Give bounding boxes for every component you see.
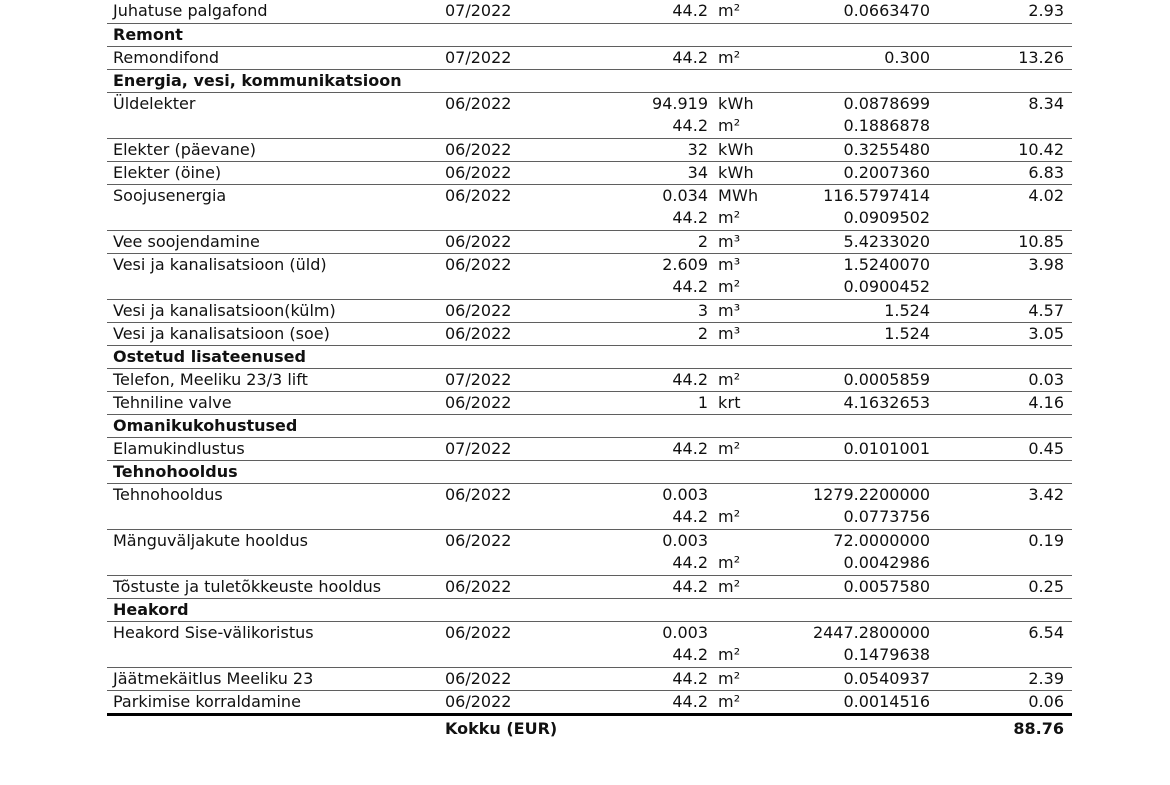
- period-cell: [439, 599, 605, 621]
- quantity-cell: 2.609: [662, 255, 708, 274]
- period-cell: [439, 276, 605, 299]
- rate-cell: 0.0042986: [843, 553, 930, 572]
- rate-cell: [800, 70, 930, 92]
- rate-cell: [800, 24, 930, 46]
- item-name-cell: Omanikukohustused: [113, 416, 298, 435]
- period-cell: 06/2022: [445, 232, 512, 251]
- unit-cell: [708, 415, 800, 437]
- unit-cell: m²: [718, 48, 741, 67]
- amount-cell: 0.03: [1028, 370, 1064, 389]
- period-cell: 06/2022: [445, 669, 512, 688]
- table-row: [107, 92, 1072, 115]
- rate-cell: 0.2007360: [843, 163, 930, 182]
- amount-cell: [930, 207, 1072, 230]
- unit-cell: m²: [718, 553, 741, 572]
- section-header-row: [107, 23, 1072, 46]
- period-cell: 07/2022: [445, 439, 512, 458]
- quantity-cell: 94.919: [652, 94, 708, 113]
- amount-cell: [930, 599, 1072, 621]
- table-row: [107, 483, 1072, 506]
- quantity-cell: 44.2: [672, 439, 708, 458]
- table-row: [107, 368, 1072, 391]
- period-cell: [439, 461, 605, 483]
- section-header-row: [107, 460, 1072, 483]
- amount-cell: 8.34: [1028, 94, 1064, 113]
- section-header-row: [107, 598, 1072, 621]
- period-cell: [439, 644, 605, 667]
- amount-cell: [930, 346, 1072, 368]
- amount-cell: 2.93: [1028, 1, 1064, 20]
- rate-cell: 0.0057580: [843, 577, 930, 596]
- quantity-cell: 44.2: [672, 577, 708, 596]
- quantity-cell: 1: [697, 393, 708, 412]
- unit-cell: [708, 530, 800, 552]
- rate-cell: 0.300: [884, 48, 930, 67]
- table-row: [107, 230, 1072, 253]
- quantity-cell: 32: [687, 140, 708, 159]
- amount-cell: 3.98: [1028, 255, 1064, 274]
- rate-cell: 0.0773756: [843, 507, 930, 526]
- quantity-cell: 44.2: [672, 208, 708, 227]
- quantity-cell: 44.2: [672, 116, 708, 135]
- quantity-cell: [605, 346, 708, 368]
- item-name-cell: Soojusenergia: [113, 186, 227, 205]
- unit-cell: m²: [718, 507, 741, 526]
- period-cell: [439, 70, 605, 92]
- quantity-cell: 44.2: [672, 370, 708, 389]
- period-cell: 06/2022: [445, 623, 512, 642]
- amount-cell: [930, 115, 1072, 138]
- period-cell: [439, 115, 605, 138]
- unit-cell: [708, 461, 800, 483]
- rate-cell: 1279.2200000: [812, 485, 930, 504]
- rate-cell: 0.3255480: [843, 140, 930, 159]
- charges-table-body: [107, 0, 1072, 713]
- item-name-cell: Üldelekter: [113, 94, 196, 113]
- item-name-cell: Parkimise korraldamine: [113, 692, 301, 711]
- period-cell: 06/2022: [445, 393, 512, 412]
- period-cell: 06/2022: [445, 163, 512, 182]
- period-cell: 06/2022: [445, 255, 512, 274]
- rate-cell: 2447.2800000: [812, 623, 930, 642]
- amount-cell: [930, 506, 1072, 529]
- rate-cell: 1.5240070: [843, 255, 930, 274]
- charges-table: [107, 0, 1072, 740]
- item-name-cell: Tõstuste ja tuletõkkeuste hooldus: [113, 577, 382, 596]
- total-row: [107, 713, 1072, 740]
- unit-cell: [708, 599, 800, 621]
- rate-cell: 72.0000000: [833, 531, 930, 550]
- table-row: [107, 138, 1072, 161]
- item-name-cell: Vesi ja kanalisatsioon(külm): [113, 301, 336, 320]
- unit-cell: kWh: [718, 94, 754, 113]
- quantity-cell: [605, 415, 708, 437]
- rate-cell: [800, 599, 930, 621]
- item-name-cell: Vesi ja kanalisatsioon (üld): [113, 255, 327, 274]
- continuation-row: [107, 644, 1072, 667]
- period-cell: 06/2022: [445, 577, 512, 596]
- item-name-cell: Vee soojendamine: [113, 232, 260, 251]
- period-cell: [439, 346, 605, 368]
- quantity-cell: [605, 70, 708, 92]
- item-name-cell: Energia, vesi, kommunikatsioon: [113, 71, 402, 90]
- item-name-cell: Vesi ja kanalisatsioon (soe): [113, 324, 330, 343]
- rate-cell: 5.4233020: [843, 232, 930, 251]
- quantity-cell: 0.003: [662, 531, 708, 550]
- period-cell: 06/2022: [445, 140, 512, 159]
- quantity-cell: 44.2: [672, 669, 708, 688]
- section-header-row: [107, 414, 1072, 437]
- unit-cell: [708, 70, 800, 92]
- unit-cell: [708, 24, 800, 46]
- rate-cell: 0.0878699: [843, 94, 930, 113]
- period-cell: 07/2022: [445, 370, 512, 389]
- period-cell: 06/2022: [445, 94, 512, 113]
- period-cell: 07/2022: [445, 48, 512, 67]
- quantity-cell: 44.2: [672, 277, 708, 296]
- unit-cell: m²: [718, 692, 741, 711]
- table-row: [107, 667, 1072, 690]
- table-row: [107, 690, 1072, 713]
- rate-cell: [800, 346, 930, 368]
- amount-cell: [930, 461, 1072, 483]
- unit-cell: m³: [718, 324, 741, 343]
- item-name-cell: Tehnohooldus: [113, 485, 223, 504]
- item-name-cell: [107, 644, 439, 667]
- item-name-cell: Remont: [113, 25, 183, 44]
- amount-cell: 3.42: [1028, 485, 1064, 504]
- amount-cell: 0.45: [1028, 439, 1064, 458]
- rate-cell: 4.1632653: [843, 393, 930, 412]
- item-name-cell: [107, 506, 439, 529]
- period-cell: 06/2022: [445, 324, 512, 343]
- table-row: [107, 529, 1072, 552]
- item-name-cell: Elekter (öine): [113, 163, 222, 182]
- quantity-cell: 44.2: [672, 692, 708, 711]
- amount-cell: 10.85: [1018, 232, 1064, 251]
- unit-cell: m²: [718, 1, 741, 20]
- amount-cell: 2.39: [1028, 669, 1064, 688]
- section-header-row: [107, 345, 1072, 368]
- amount-cell: 4.16: [1028, 393, 1064, 412]
- period-cell: 07/2022: [445, 1, 512, 20]
- item-name-cell: Remondifond: [113, 48, 220, 67]
- unit-cell: m²: [718, 439, 741, 458]
- unit-cell: m²: [718, 370, 741, 389]
- unit-cell: m²: [718, 669, 741, 688]
- period-cell: 06/2022: [445, 485, 512, 504]
- amount-cell: [930, 415, 1072, 437]
- period-cell: 06/2022: [445, 301, 512, 320]
- amount-cell: [930, 644, 1072, 667]
- period-cell: 06/2022: [445, 186, 512, 205]
- quantity-cell: 44.2: [672, 1, 708, 20]
- item-name-cell: [107, 276, 439, 299]
- rate-cell: 0.0909502: [843, 208, 930, 227]
- total-spacer: [107, 716, 439, 740]
- table-row: [107, 161, 1072, 184]
- rate-cell: 0.0540937: [843, 669, 930, 688]
- total-label: Kokku (EUR): [445, 719, 558, 738]
- period-cell: [439, 552, 605, 575]
- unit-cell: [708, 484, 800, 506]
- continuation-row: [107, 506, 1072, 529]
- quantity-cell: 44.2: [672, 507, 708, 526]
- total-amount: 88.76: [1013, 719, 1064, 738]
- amount-cell: 10.42: [1018, 140, 1064, 159]
- item-name-cell: Mänguväljakute hooldus: [113, 531, 308, 550]
- table-row: [107, 299, 1072, 322]
- continuation-row: [107, 276, 1072, 299]
- quantity-cell: 44.2: [672, 553, 708, 572]
- rate-cell: 116.5797414: [823, 186, 930, 205]
- unit-cell: krt: [718, 393, 741, 412]
- unit-cell: m²: [718, 645, 741, 664]
- period-cell: [439, 24, 605, 46]
- quantity-cell: 3: [697, 301, 708, 320]
- rate-cell: 0.1886878: [843, 116, 930, 135]
- unit-cell: [708, 346, 800, 368]
- amount-cell: 6.54: [1028, 623, 1064, 642]
- table-row: [107, 0, 1072, 23]
- amount-cell: 0.19: [1028, 531, 1064, 550]
- period-cell: 06/2022: [445, 692, 512, 711]
- quantity-cell: [605, 24, 708, 46]
- unit-cell: [708, 622, 800, 644]
- table-row: [107, 391, 1072, 414]
- item-name-cell: [107, 552, 439, 575]
- unit-cell: MWh: [718, 186, 759, 205]
- item-name-cell: Ostetud lisateenused: [113, 347, 306, 366]
- amount-cell: [930, 24, 1072, 46]
- rate-cell: [800, 415, 930, 437]
- quantity-cell: 44.2: [672, 48, 708, 67]
- amount-cell: 6.83: [1028, 163, 1064, 182]
- period-cell: [439, 506, 605, 529]
- item-name-cell: Tehniline valve: [113, 393, 232, 412]
- unit-cell: m²: [718, 208, 741, 227]
- quantity-cell: 0.003: [662, 485, 708, 504]
- table-row: [107, 322, 1072, 345]
- period-cell: [439, 415, 605, 437]
- table-row: [107, 621, 1072, 644]
- amount-cell: 4.02: [1028, 186, 1064, 205]
- item-name-cell: Telefon, Meeliku 23/3 lift: [113, 370, 308, 389]
- rate-cell: 0.0014516: [843, 692, 930, 711]
- continuation-row: [107, 207, 1072, 230]
- rate-cell: 0.0900452: [843, 277, 930, 296]
- item-name-cell: Tehnohooldus: [113, 462, 238, 481]
- continuation-row: [107, 115, 1072, 138]
- rate-cell: 0.1479638: [843, 645, 930, 664]
- unit-cell: kWh: [718, 163, 754, 182]
- item-name-cell: Heakord: [113, 600, 189, 619]
- item-name-cell: Heakord Sise-välikoristus: [113, 623, 314, 642]
- rate-cell: 0.0663470: [843, 1, 930, 20]
- amount-cell: 4.57: [1028, 301, 1064, 320]
- quantity-cell: 2: [697, 324, 708, 343]
- unit-cell: m³: [718, 232, 741, 251]
- unit-cell: kWh: [718, 140, 754, 159]
- amount-cell: [930, 552, 1072, 575]
- table-row: [107, 437, 1072, 460]
- period-cell: [439, 207, 605, 230]
- item-name-cell: Jäätmekäitlus Meeliku 23: [113, 669, 314, 688]
- amount-cell: 3.05: [1028, 324, 1064, 343]
- item-name-cell: [107, 207, 439, 230]
- unit-cell: m²: [718, 577, 741, 596]
- item-name-cell: Elamukindlustus: [113, 439, 245, 458]
- quantity-cell: 34: [687, 163, 708, 182]
- rate-cell: 1.524: [884, 301, 930, 320]
- amount-cell: 13.26: [1018, 48, 1064, 67]
- quantity-cell: 2: [697, 232, 708, 251]
- table-row: [107, 184, 1072, 207]
- item-name-cell: [107, 115, 439, 138]
- quantity-cell: [605, 461, 708, 483]
- amount-cell: [930, 276, 1072, 299]
- unit-cell: m³: [718, 301, 741, 320]
- section-header-row: [107, 69, 1072, 92]
- item-name-cell: Elekter (päevane): [113, 140, 256, 159]
- amount-cell: 0.25: [1028, 577, 1064, 596]
- amount-cell: 0.06: [1028, 692, 1064, 711]
- amount-cell: [930, 70, 1072, 92]
- continuation-row: [107, 552, 1072, 575]
- unit-cell: m²: [718, 277, 741, 296]
- quantity-cell: 44.2: [672, 645, 708, 664]
- period-cell: 06/2022: [445, 531, 512, 550]
- quantity-cell: [605, 599, 708, 621]
- table-row: [107, 575, 1072, 598]
- table-row: [107, 253, 1072, 276]
- rate-cell: 1.524: [884, 324, 930, 343]
- quantity-cell: 0.003: [662, 623, 708, 642]
- quantity-cell: 0.034: [662, 186, 708, 205]
- item-name-cell: Juhatuse palgafond: [113, 1, 268, 20]
- rate-cell: [800, 461, 930, 483]
- unit-cell: m³: [718, 255, 741, 274]
- rate-cell: 0.0101001: [843, 439, 930, 458]
- unit-cell: m²: [718, 116, 741, 135]
- rate-cell: 0.0005859: [843, 370, 930, 389]
- table-row: [107, 46, 1072, 69]
